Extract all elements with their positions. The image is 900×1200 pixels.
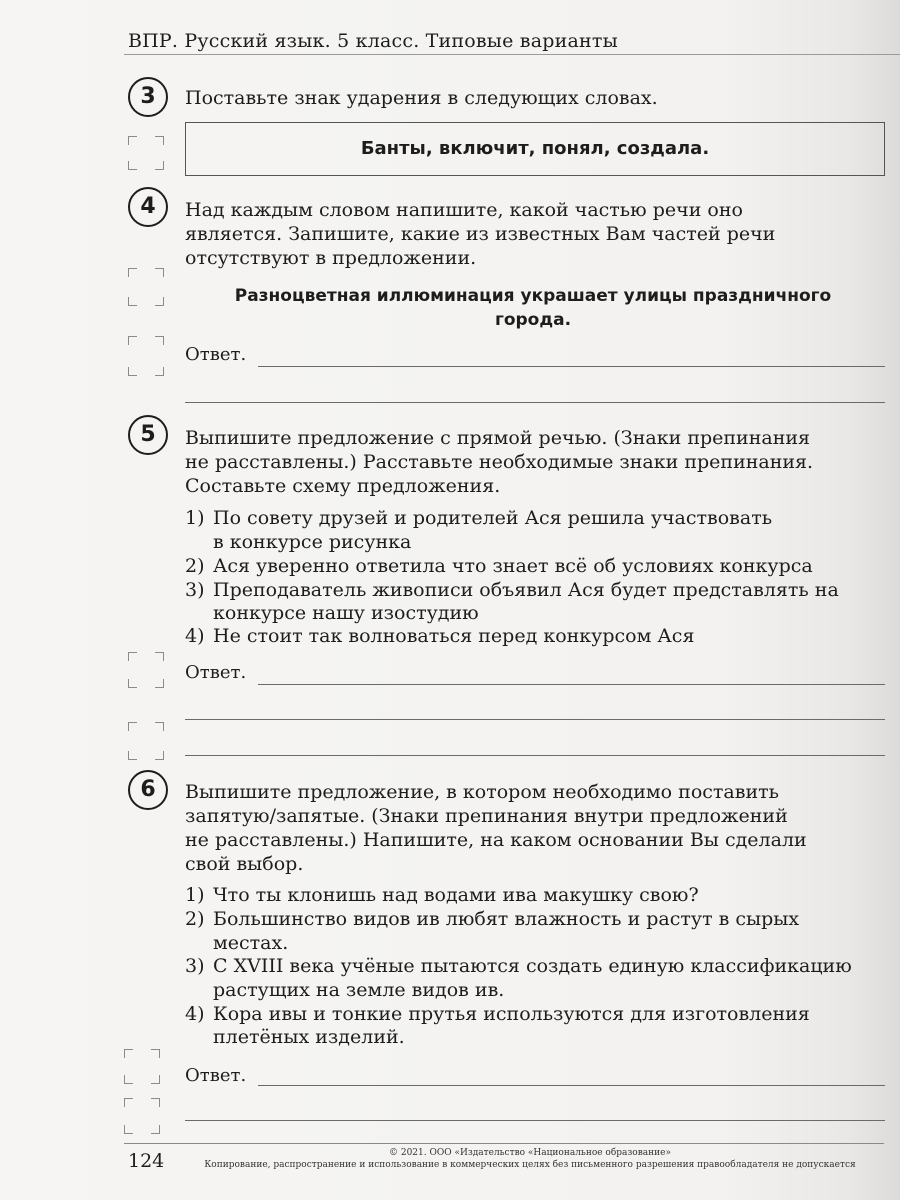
q4-sentence-line2: города. <box>494 310 572 330</box>
q4-prompt-line1: Над каждым словом напишите, какой частью речи оно <box>185 199 743 221</box>
q4-answer-label: Ответ. <box>185 344 247 365</box>
option-text: Кора ивы и тонкие прутья используются для изготовления <box>213 1003 810 1025</box>
question-number-6: 6 <box>128 770 168 810</box>
copyright-line: © 2021. ООО «Издательство «Национальное образование» <box>388 1148 671 1158</box>
q5-answer-line[interactable] <box>185 755 885 756</box>
q4-sentence-line1: Разноцветная иллюминация украшает улицы праздничного <box>234 286 832 306</box>
score-box-corner <box>128 146 164 170</box>
q5-answer-line[interactable] <box>185 719 885 720</box>
option-text: в конкурсе рисунка <box>213 531 412 553</box>
page-header: ВПР. Русский язык. 5 класс. Типовые варианты <box>128 30 618 52</box>
question-number-4: 4 <box>128 187 168 227</box>
score-box-corner <box>128 352 164 376</box>
option-text: Преподаватель живописи объявил Ася будет представлять на <box>213 579 839 601</box>
q6-prompt-line1: Выпишите предложение, в котором необходимо поставить <box>185 781 779 803</box>
option-number: 2) <box>185 555 205 577</box>
q5-answer-line[interactable] <box>258 684 885 685</box>
q5-answer-label: Ответ. <box>185 662 247 683</box>
page-number: 124 <box>128 1150 165 1172</box>
question-number-5: 5 <box>128 415 168 455</box>
q6-prompt-line2: запятую/запятые. (Знаки препинания внутри предложений <box>185 805 788 827</box>
header-rule <box>124 54 900 55</box>
option-text: Ася уверенно ответила что знает всё об условиях конкурса <box>213 555 813 577</box>
option-text: Что ты клонишь над водами ива макушку свою? <box>213 884 699 906</box>
footer-copyright <box>185 1147 875 1171</box>
option-text: плетёных изделий. <box>213 1026 405 1048</box>
score-box-corner <box>128 736 164 760</box>
score-box-corner <box>128 282 164 306</box>
option-number: 1) <box>185 884 205 906</box>
question-number-3: 3 <box>128 77 168 117</box>
option-text: По совету друзей и родителей Ася решила участвовать <box>213 507 773 529</box>
q6-answer-label: Ответ. <box>185 1065 247 1086</box>
q3-words-box: Банты, включит, понял, создала. <box>185 122 885 176</box>
option-text: растущих на земле видов ив. <box>213 979 505 1001</box>
score-box-corner <box>128 664 164 688</box>
q6-prompt-line3: не расставлены.) Напишите, на каком основании Вы сделали <box>185 829 807 851</box>
q4-prompt-line2: является. Запишите, какие из известных Вам частей речи <box>185 223 776 245</box>
option-number: 1) <box>185 507 205 529</box>
q5-prompt-line2: не расставлены.) Расставьте необходимые знаки препинания. <box>185 451 814 473</box>
q6-prompt-line4: свой выбор. <box>185 853 304 875</box>
option-number: 4) <box>185 1003 205 1025</box>
option-number: 4) <box>185 625 205 647</box>
q6-answer-line[interactable] <box>185 1120 885 1121</box>
option-text: местах. <box>213 932 289 954</box>
option-text: С XVIII века учёные пытаются создать единую классификацию <box>213 955 852 977</box>
q4-answer-line[interactable] <box>185 402 885 403</box>
score-box-corner <box>124 1060 160 1084</box>
q3-prompt: Поставьте знак ударения в следующих словах. <box>185 87 658 109</box>
q4-answer-line[interactable] <box>258 366 885 367</box>
option-number: 3) <box>185 579 205 601</box>
q5-prompt-line1: Выпишите предложение с прямой речью. (Знаки препинания <box>185 427 811 449</box>
option-number: 3) <box>185 955 205 977</box>
q4-prompt-line3: отсутствуют в предложении. <box>185 247 477 269</box>
score-box-corner <box>124 1110 160 1134</box>
q6-answer-line[interactable] <box>258 1085 885 1086</box>
option-text: Большинство видов ив любят влажность и растут в сырых <box>213 908 800 930</box>
q5-prompt-line3: Составьте схему предложения. <box>185 475 501 497</box>
copy-notice: Копирование, распространение и использование в коммерческих целях без письменного разрешения правообладателя не допускается <box>204 1160 856 1170</box>
footer-rule <box>124 1143 884 1144</box>
option-number: 2) <box>185 908 205 930</box>
option-text: Не стоит так волноваться перед конкурсом Ася <box>213 625 695 647</box>
option-text: конкурсе нашу изостудию <box>213 602 479 624</box>
